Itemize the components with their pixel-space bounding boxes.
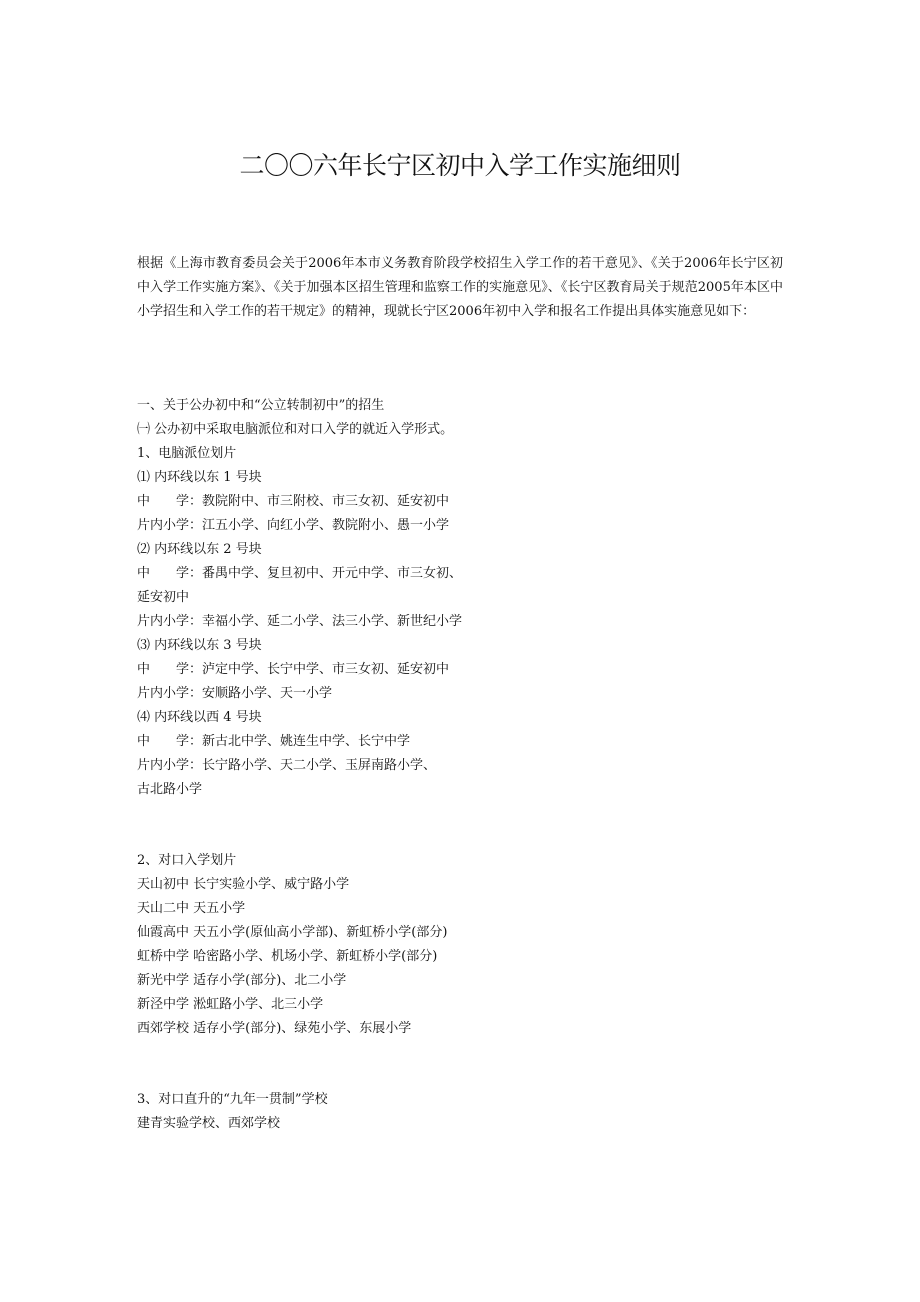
text-line: 3、对口直升的“九年一贯制”学校 (137, 1092, 328, 1107)
text-line: 中 学：番禺中学、复旦初中、开元中学、市三女初、 (137, 566, 463, 581)
text-line: 1、电脑派位划片 (137, 446, 237, 461)
section-nine-year-schools (137, 1088, 797, 1136)
text-line: 仙霞高中 天五小学(原仙高小学部)、新虹桥小学(部分) (137, 925, 448, 940)
document-title: 二〇〇六年长宁区初中入学工作实施细则 (239, 151, 681, 180)
text-line: 中 学：新古北中学、姚连生中学、长宁中学 (137, 734, 411, 749)
text-line: 中 学：泸定中学、长宁中学、市三女初、延安初中 (137, 662, 450, 677)
text-line: ⑵ 内环线以东 2 号块 (137, 542, 262, 557)
text-line: 虹桥中学 哈密路小学、机场小学、新虹桥小学(部分) (137, 949, 438, 964)
text-line: 片内小学：江五小学、向红小学、教院附小、愚一小学 (137, 518, 450, 533)
text-line: 2、对口入学划片 (137, 853, 237, 868)
text-line: 中 学：教院附中、市三附校、市三女初、延安初中 (137, 494, 450, 509)
text-line: 片内小学：长宁路小学、天二小学、玉屏南路小学、 (137, 758, 437, 773)
section-catchment-enrollment (137, 849, 797, 1041)
text-line: ⑷ 内环线以西 4 号块 (137, 710, 262, 725)
intro-paragraph (137, 252, 783, 324)
text-line: ⑴ 内环线以东 1 号块 (137, 470, 262, 485)
text-line: 天山初中 长宁实验小学、威宁路小学 (137, 877, 350, 892)
text-line: 片内小学：安顺路小学、天一小学 (137, 686, 333, 701)
text-line: ㈠ 公办初中采取电脑派位和对口入学的就近入学形式。 (137, 422, 454, 437)
text-line: 西郊学校 适存小学(部分)、绿苑小学、东展小学 (137, 1021, 412, 1036)
text-line: 一、关于公办初中和“公立转制初中”的招生 (137, 398, 385, 413)
text-line: 天山二中 天五小学 (137, 901, 246, 916)
text-line: 延安初中 (137, 590, 190, 605)
section-public-junior-enrollment (137, 394, 797, 802)
intro-text: 根据《上海市教育委员会关于2006年本市义务教育阶段学校招生入学工作的若干意见》、《关于2006年长宁区初中入学工作实施方案》、《关于加强本区招生管理和监察工作的实施意见》、《长宁区教育局关于规范2005年本区中小学招生和入学工作的若干规定》的精神，现就长宁区2006年初中入学和报名工作提出具体实施意见如下： (137, 256, 783, 319)
text-line: ⑶ 内环线以东 3 号块 (137, 638, 262, 653)
text-line: 建青实验学校、西郊学校 (137, 1116, 281, 1131)
text-line: 片内小学：幸福小学、延二小学、法三小学、新世纪小学 (137, 614, 463, 629)
text-line: 新泾中学 淞虹路小学、北三小学 (137, 997, 324, 1012)
text-line: 古北路小学 (137, 782, 203, 797)
text-line: 新光中学 适存小学(部分)、北二小学 (137, 973, 347, 988)
